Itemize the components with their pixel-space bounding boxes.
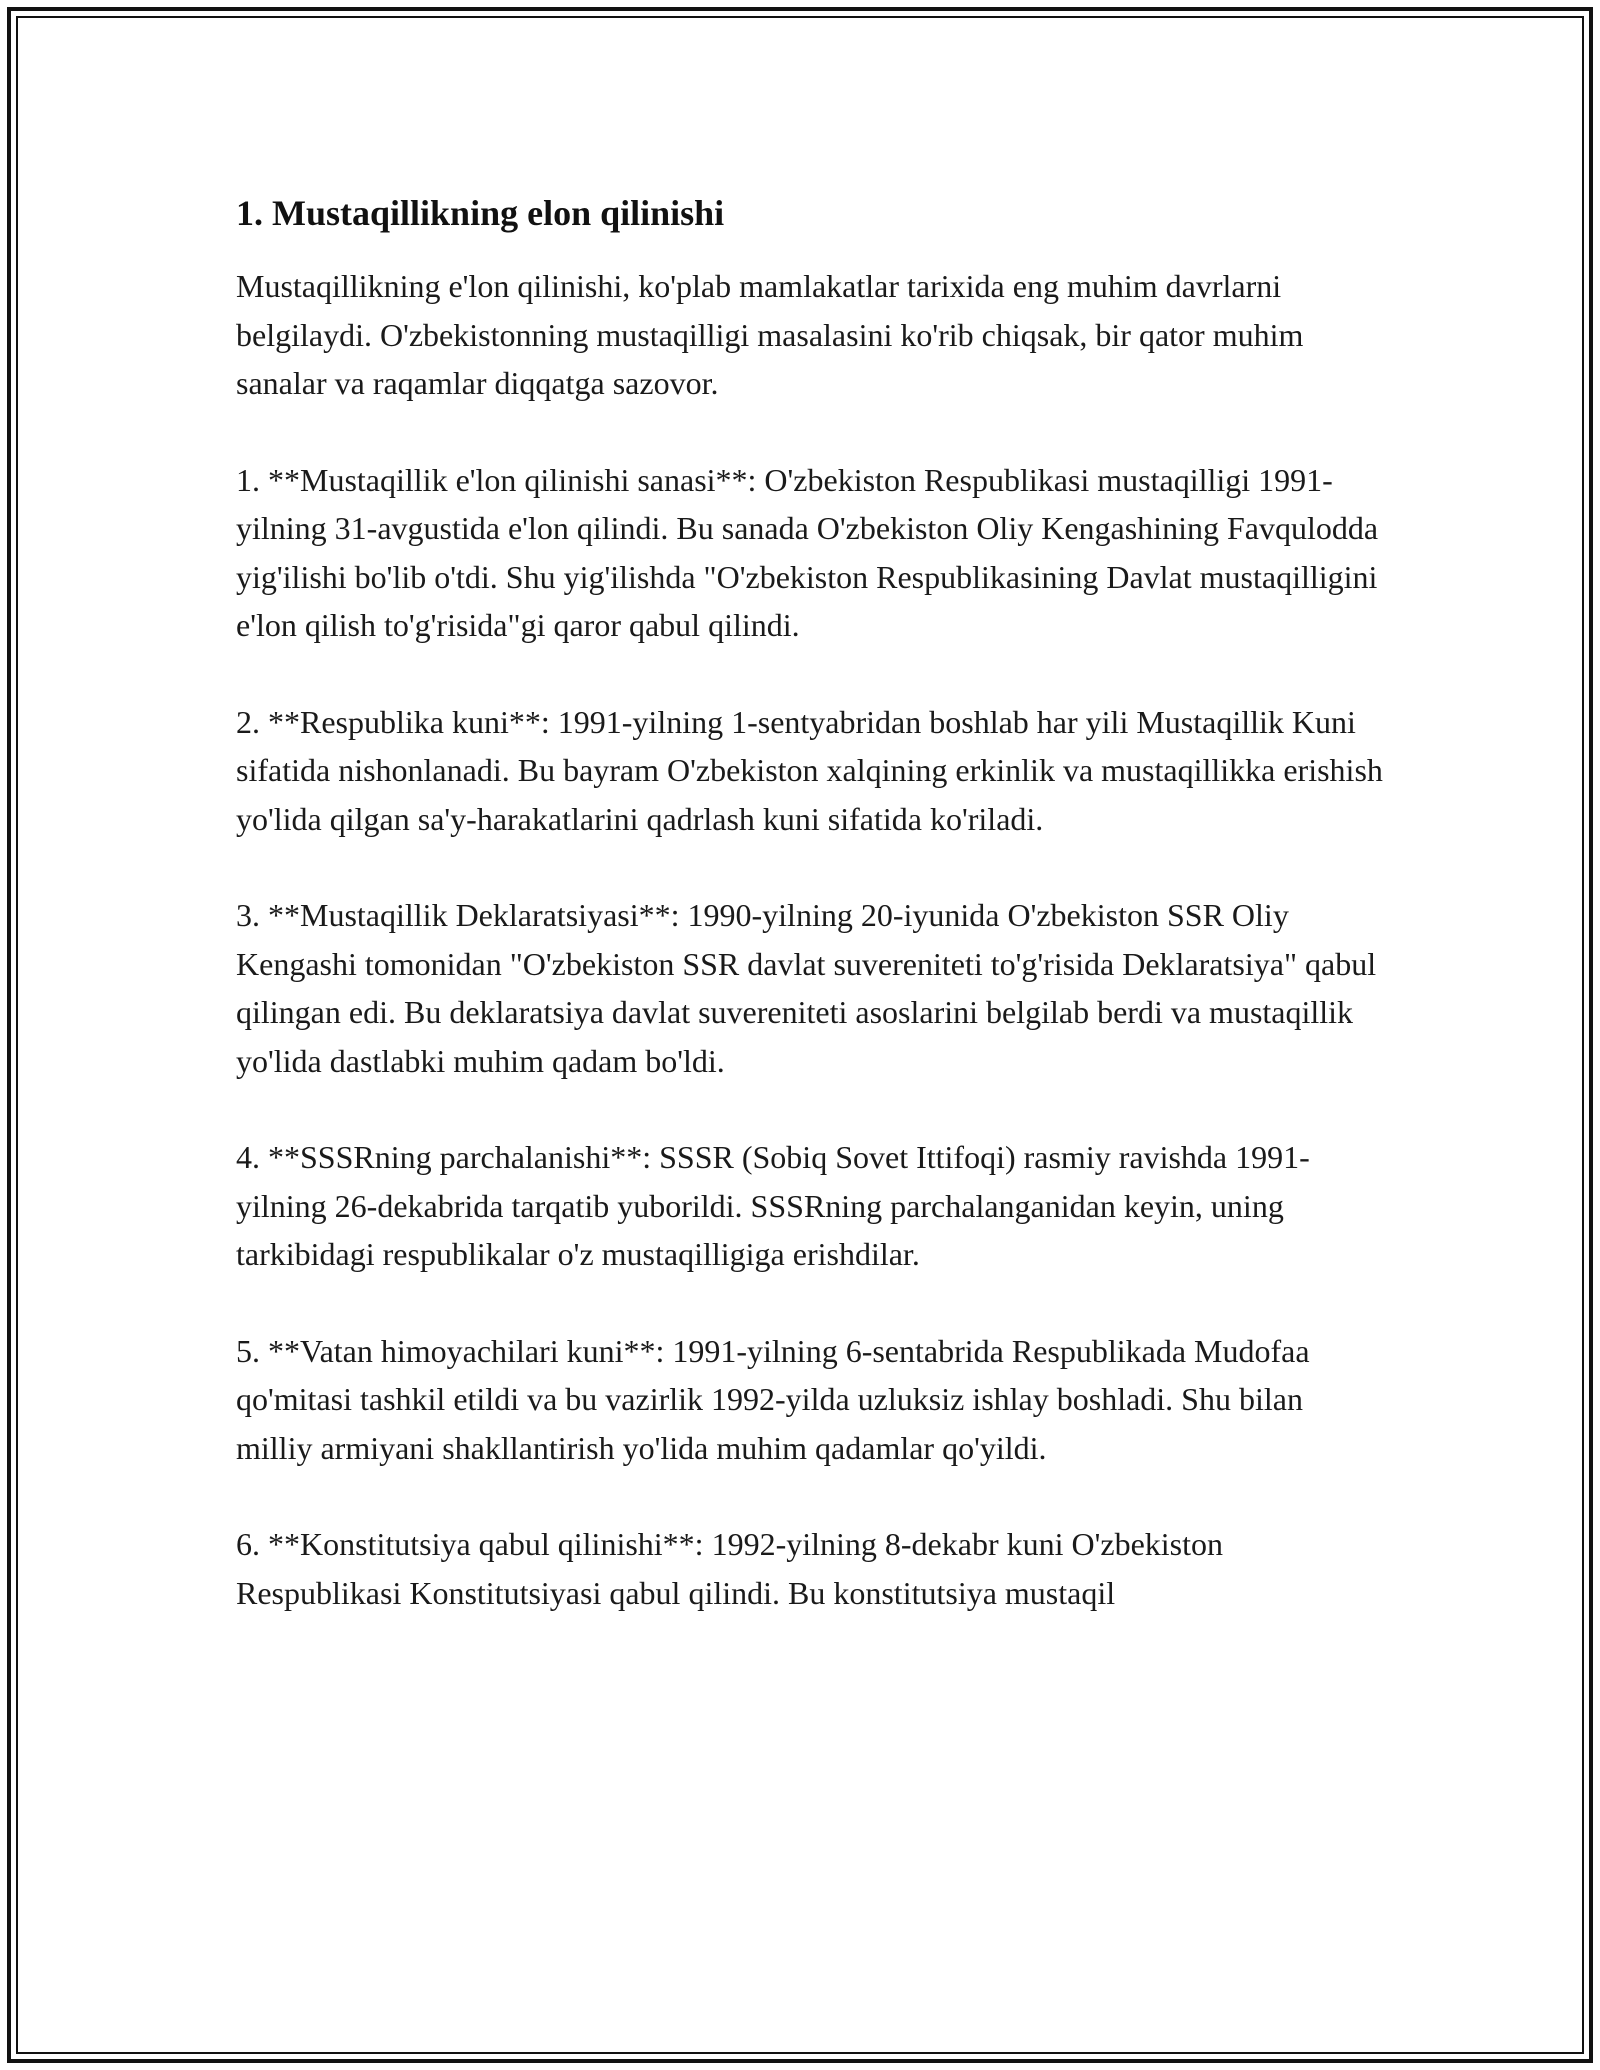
list-item-2: 2. **Respublika kuni**: 1991-yilning 1-sentyabridan boshlab har yili Mustaqillik Kuni sifatida nishonlanadi. Bu bayram O'zbekiston xalqining erkinlik va mustaqillikka erishish yo'lida qilgan sa'y-harakatlarini qadrlash kuni sifatida ko'riladi. bbox=[236, 703, 1383, 837]
list-item-3: 3. **Mustaqillik Deklaratsiyasi**: 1990-yilning 20-iyunida O'zbekiston SSR Oliy Kengashi tomonidan "O'zbekiston SSR davlat suvereniteti to'g'risida Deklaratsiya" qabul qilingan edi. Bu deklaratsiya davlat suvereniteti asoslarini belgilab berdi va mustaqillik yo'lida dastlabki muhim qadam bo'ldi. bbox=[236, 897, 1377, 1079]
section-heading: 1. Mustaqillikning elon qilinishi bbox=[236, 193, 725, 233]
list-item-6: 6. **Konstitutsiya qabul qilinishi**: 1992-yilning 8-dekabr kuni O'zbekiston Respublikasi Konstitutsiyasi qabul qilindi. Bu konstitutsiya mustaqil bbox=[236, 1526, 1224, 1611]
list-item-5: 5. **Vatan himoyachilari kuni**: 1991-yilning 6-sentabrida Respublikada Mudofaa qo'mitasi tashkil etildi va bu vazirlik 1992-yilda uzluksiz ishlay boshladi. Shu bilan milliy armiyani shakllantirish yo'lida muhim qadamlar qo'yildi. bbox=[236, 1332, 1310, 1466]
list-item-1: 1. **Mustaqillik e'lon qilinishi sanasi**: O'zbekiston Respublikasi mustaqilligi 1991-yilning 31-avgustida e'lon qilindi. Bu sanada O'zbekiston Oliy Kengashining Favqulodda yig'ilishi bo'lib o'tdi. Shu yig'ilishda "O'zbekiston Respublikasining Davlat mustaqilligini e'lon qilish to'g'risida"gi qaror qabul qilindi. bbox=[236, 461, 1379, 643]
intro-paragraph: Mustaqillikning e'lon qilinishi, ko'plab mamlakatlar tarixida eng muhim davrlarni belgilaydi. O'zbekistonning mustaqilligi masalasini ko'rib chiqsak, bir qator muhim sanalar va raqamlar diqqatga sazovor. bbox=[236, 268, 1304, 401]
document-body bbox=[236, 186, 1386, 1665]
list-item-4: 4. **SSSRning parchalanishi**: SSSR (Sobiq Sovet Ittifoqi) rasmiy ravishda 1991-yilning 26-dekabrida tarqatib yuborildi. SSSRning parchalanganidan keyin, uning tarkibidagi respublikalar o'z mustaqilligiga erishdilar. bbox=[236, 1139, 1310, 1272]
